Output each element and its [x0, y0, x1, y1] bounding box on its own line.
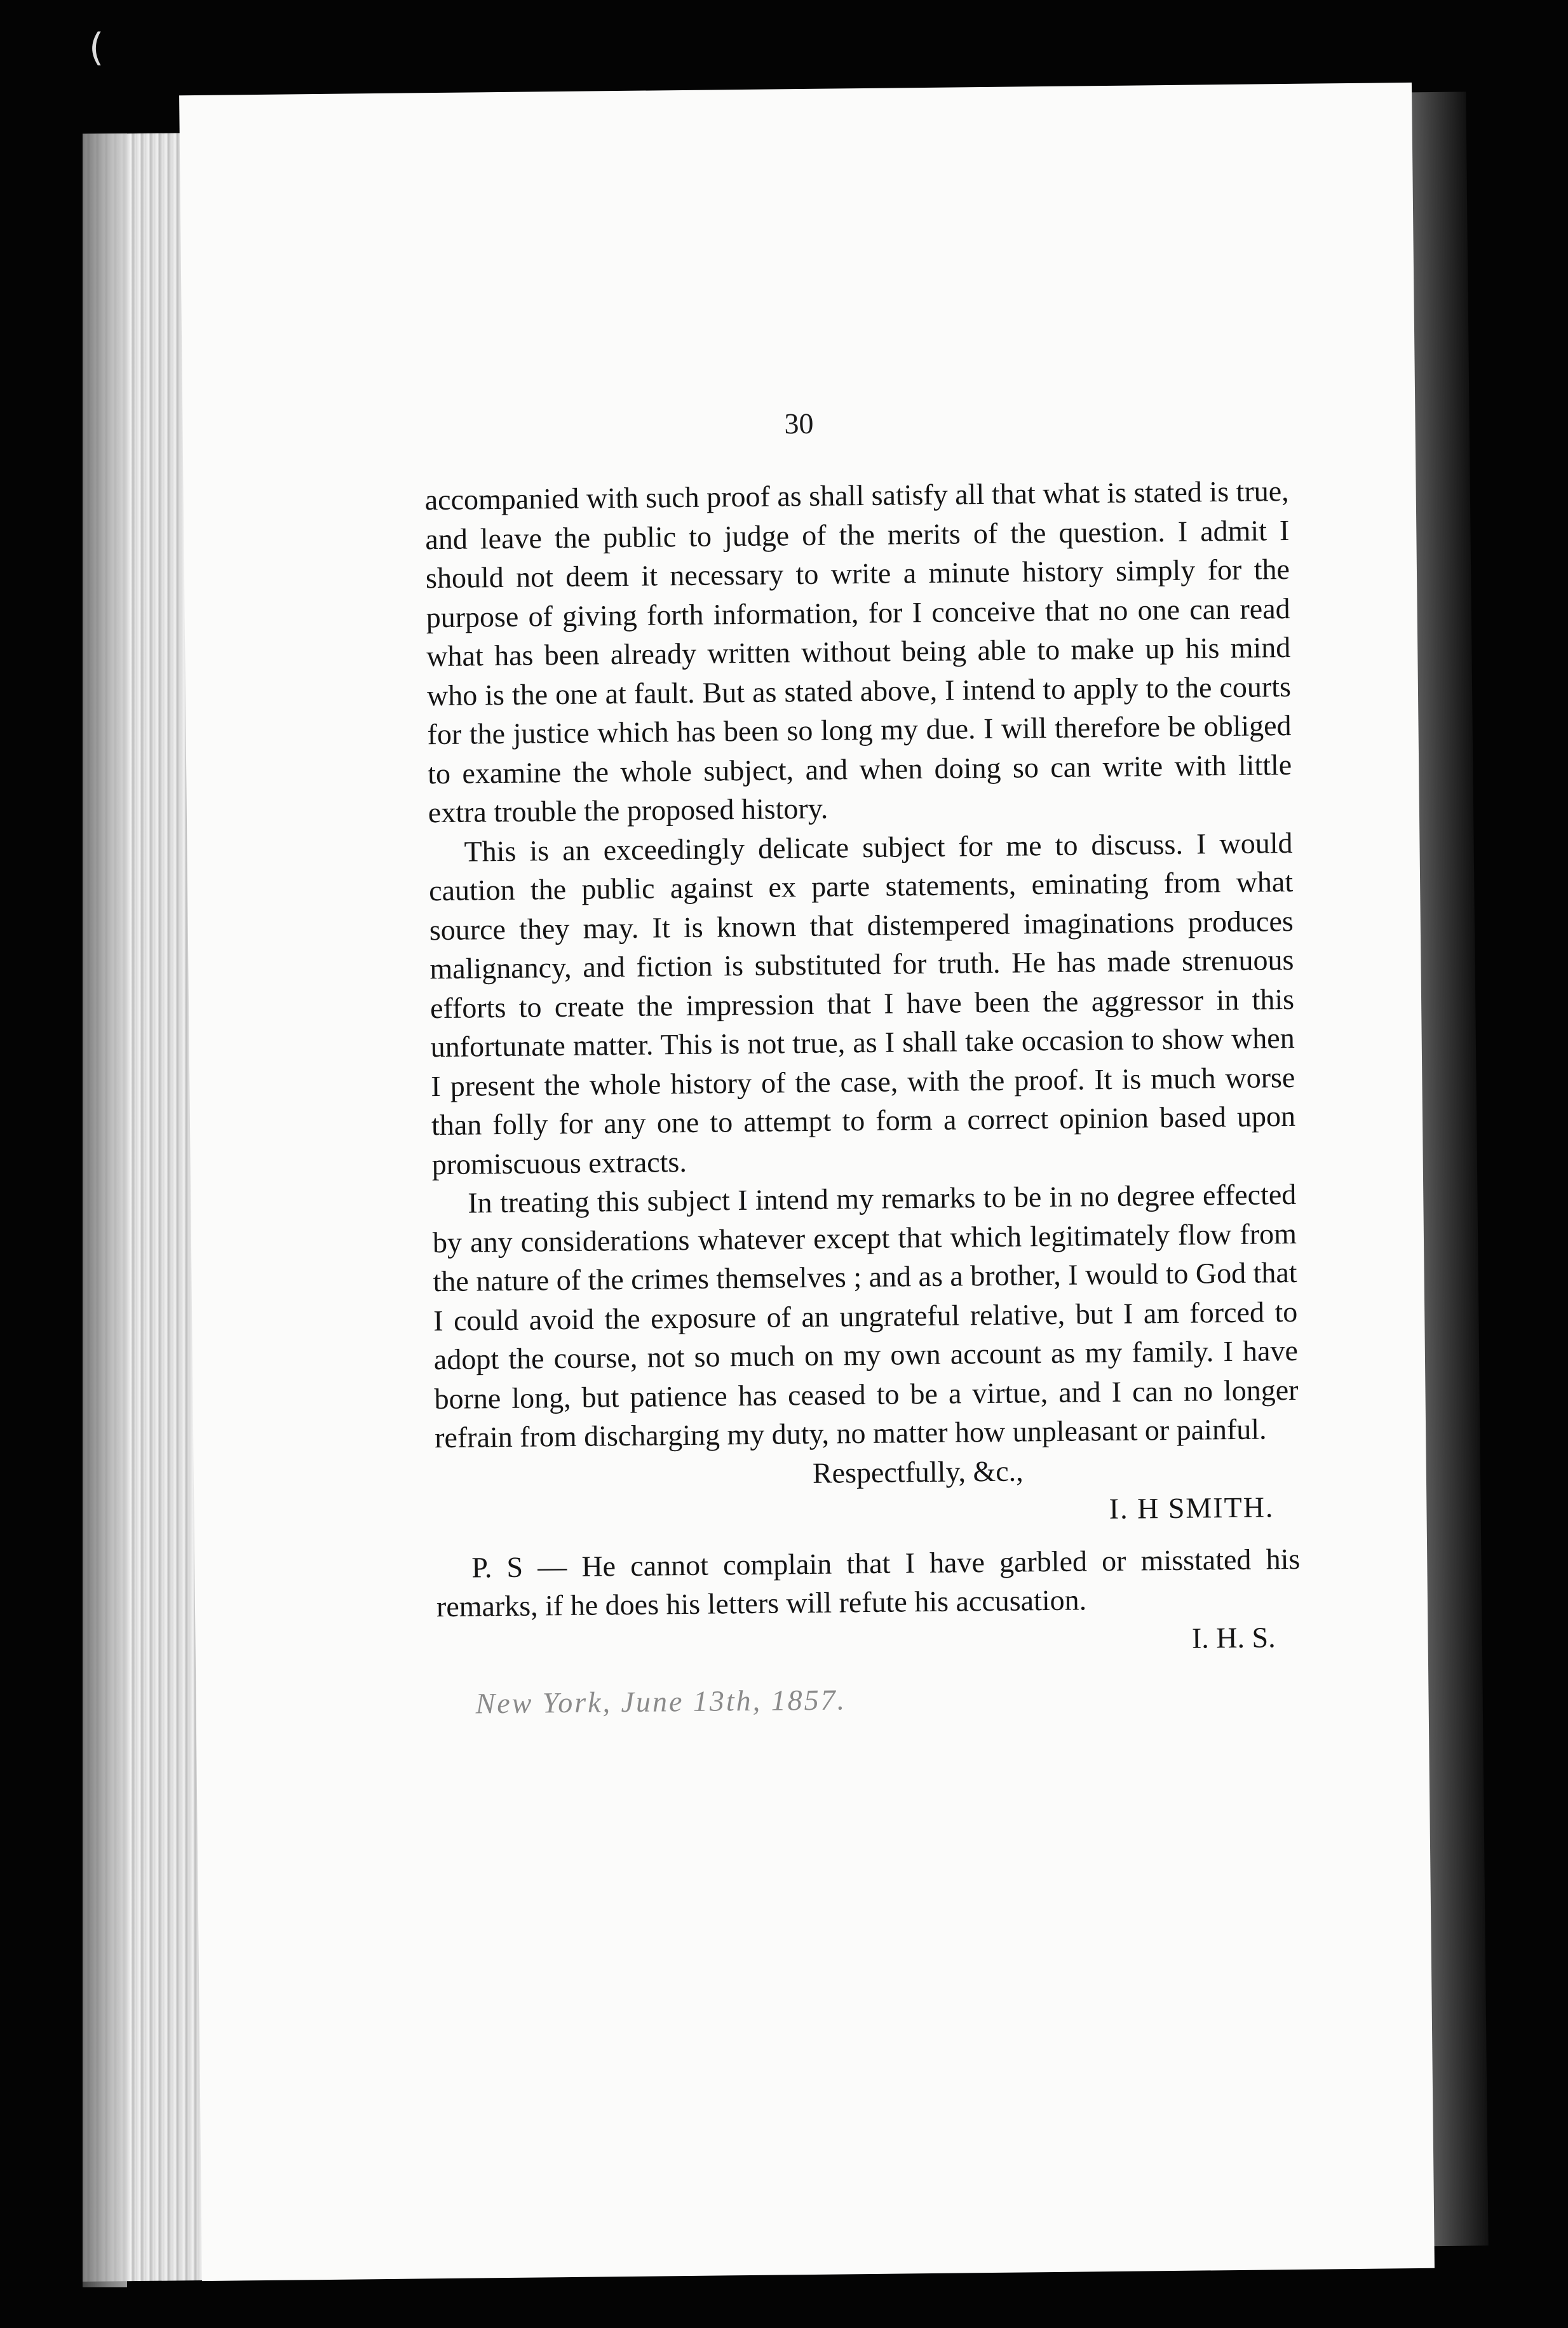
dateline: New York, June 13th, 1857.: [475, 1683, 847, 1720]
postscript: P. S — He cannot complain that I have garbled or misstated his remarks, if he does his letters will refute his accusation.: [436, 1542, 1301, 1623]
paragraph-3: In treating this subject I intend my remarks to be in no degree effected by any considerations whatever except that which legitimately flow from the nature of the crimes themselves ; and as a brother, I would to God that I could avoid the exposure of an ungrateful relative, but I am forced to adopt the course, not so much on my own account as my family. I have borne long, but patience has ceased to be a virtue, and I can no longer refrain from discharging my duty, no matter how unpleasant or painful.: [432, 1177, 1299, 1454]
closing: Respectfully, &c.,: [812, 1454, 1024, 1489]
page-edges-shadow: [83, 133, 127, 2287]
book-page: [179, 83, 1435, 2281]
page-body: [424, 471, 1301, 1724]
scan-mark: (: [89, 25, 104, 70]
paragraph-1: accompanied with such proof as shall satisfy all that what is stated is true, and leave the public to judge of the merits of the question. I admit I should not deem it necessary to write a minute history simply for the purpose of giving forth information, for I conceive that no one can read what has been already written without being able to make up his mind who is the one at fault. But as stated above, I intend to apply to the courts for the justice which has been so long my due. I will therefore be obliged to examine the whole subject, and when doing so can write with little extra trouble the proposed history.: [424, 474, 1292, 829]
signature: I. H SMITH.: [1109, 1491, 1274, 1526]
postscript-initials: I. H. S.: [1191, 1620, 1276, 1655]
page-number: 30: [784, 407, 814, 440]
paragraph-2: This is an exceedingly delicate subject for me to discuss. I would caution the public against ex parte statements, eminating from what source they may. It is known that distempered imaginations produces malignancy, and fiction is substituted for truth. He has made strenuous efforts to create the impression that I have been the aggressor in this unfortunate matter. This is not true, as I shall take occasion to show when I present the whole history of the case, with the proof. It is much worse than folly for any one to attempt to form a correct opinion based upon promiscuous extracts.: [428, 826, 1296, 1181]
